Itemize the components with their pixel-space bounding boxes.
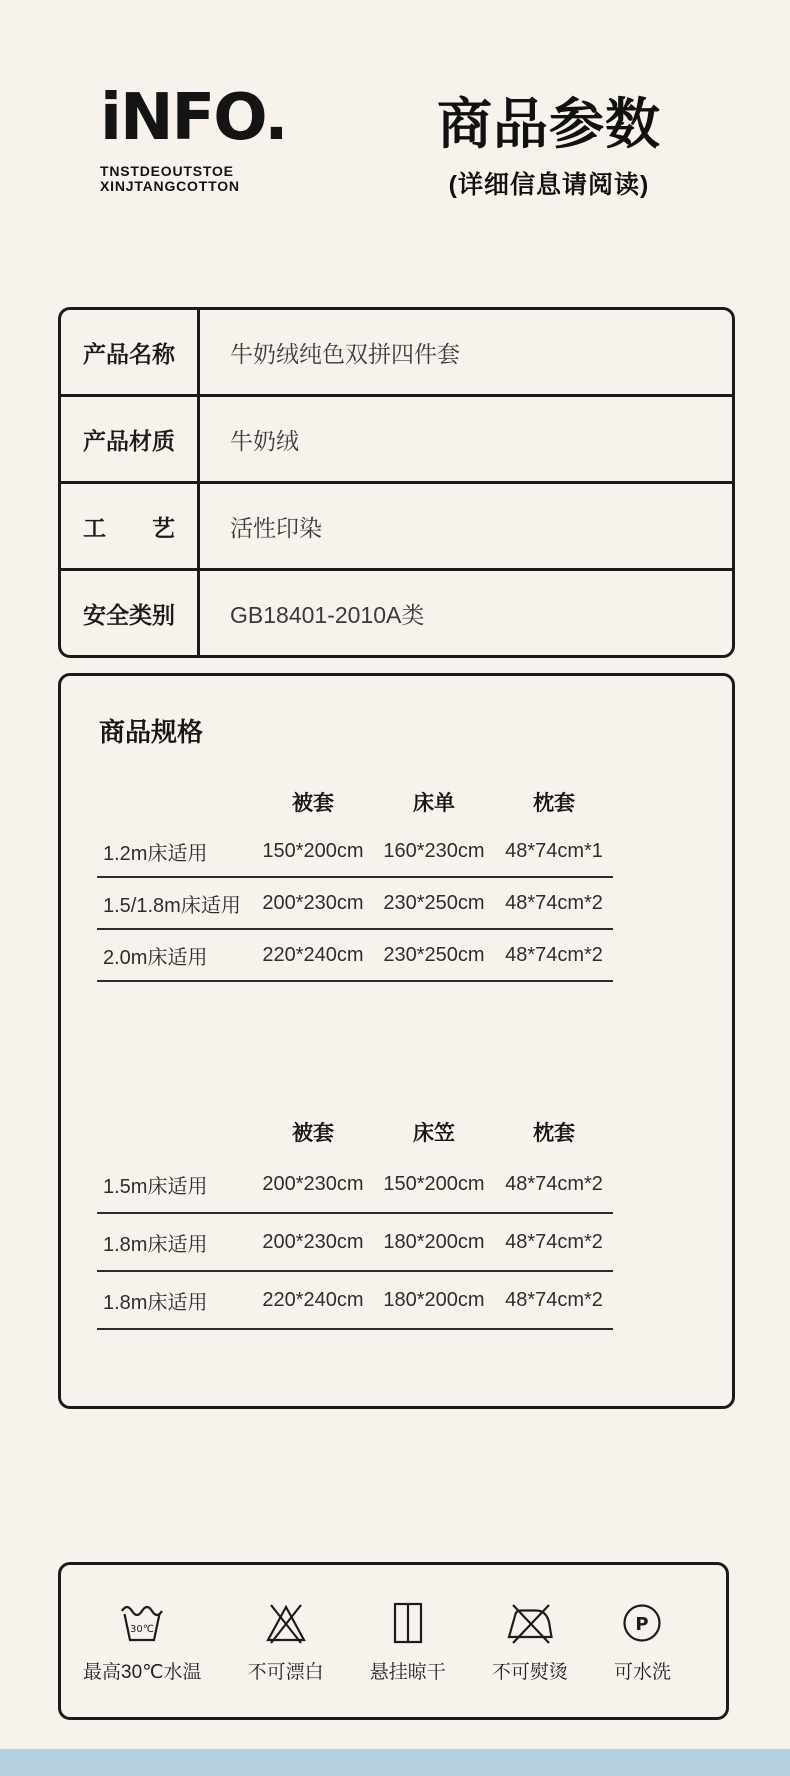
table-row bbox=[61, 397, 732, 484]
param-value-craft: 活性印染 bbox=[230, 514, 322, 541]
spec-cell: 48*74cm*2 bbox=[505, 1172, 603, 1195]
care-item-hang-dry bbox=[370, 1599, 446, 1684]
care-item-wash-temp bbox=[83, 1599, 201, 1684]
table-row bbox=[97, 878, 613, 930]
spec-row-label: 1.8m床适用 bbox=[103, 1291, 208, 1314]
spec-table-flat-sheet bbox=[97, 778, 613, 982]
bottom-color-strip bbox=[0, 1749, 790, 1776]
spec-cell: 230*250cm bbox=[383, 943, 485, 966]
care-item-no-iron bbox=[492, 1599, 568, 1684]
circle-p-icon bbox=[618, 1599, 666, 1647]
spec-table-fitted-sheet bbox=[97, 1108, 613, 1330]
spec-cell: 200*230cm bbox=[262, 1230, 364, 1253]
spec-header-fitted-sheet: 床笠 bbox=[413, 1122, 455, 1145]
spec-cell: 48*74cm*2 bbox=[505, 943, 603, 966]
care-label: 悬挂晾干 bbox=[369, 1661, 446, 1683]
spec-cell: 220*240cm bbox=[262, 943, 364, 966]
spec-cell: 180*200cm bbox=[383, 1288, 485, 1311]
spec-cell: 48*74cm*2 bbox=[505, 891, 603, 914]
param-value-product-name: 牛奶绒纯色双拼四件套 bbox=[230, 340, 460, 367]
spec-row-label: 1.2m床适用 bbox=[103, 842, 208, 865]
care-item-no-bleach bbox=[248, 1599, 324, 1684]
care-instructions bbox=[58, 1562, 729, 1720]
table-row bbox=[97, 930, 613, 982]
param-label-product-name: 产品名称 bbox=[61, 310, 200, 394]
logo-subtext bbox=[100, 164, 287, 194]
param-label-craft: 工 艺 bbox=[61, 484, 200, 568]
logo-subtext-line1: TNSTDEOUTSTOE bbox=[100, 163, 234, 179]
table-row bbox=[61, 484, 732, 571]
table-row bbox=[97, 1214, 613, 1272]
brand-logo bbox=[100, 81, 287, 194]
spec-header-pillowcase: 枕套 bbox=[533, 1122, 575, 1145]
no-bleach-icon bbox=[262, 1599, 310, 1647]
svg-text:30℃: 30℃ bbox=[130, 1623, 155, 1635]
spec-cell: 220*240cm bbox=[262, 1288, 364, 1311]
spec-cell: 160*230cm bbox=[383, 839, 485, 862]
product-params-table bbox=[58, 307, 735, 658]
wash-30-icon bbox=[118, 1599, 166, 1647]
spec-section bbox=[58, 673, 735, 1409]
spec-header-sheet: 床单 bbox=[413, 792, 455, 815]
table-row bbox=[61, 310, 732, 397]
care-label: 不可熨烫 bbox=[491, 1661, 568, 1683]
spec-section-title: 商品规格 bbox=[99, 717, 204, 747]
care-label: 可水洗 bbox=[613, 1661, 671, 1683]
spec-cell: 200*230cm bbox=[262, 891, 364, 914]
spec-table-header bbox=[97, 778, 613, 826]
care-label: 最高30℃水温 bbox=[83, 1661, 202, 1683]
table-row bbox=[97, 1156, 613, 1214]
logo-subtext-line2: XINJTANGCOTTON bbox=[100, 178, 240, 194]
spec-header-pillowcase: 枕套 bbox=[533, 792, 575, 815]
spec-table-header bbox=[97, 1108, 613, 1156]
hang-dry-icon bbox=[384, 1599, 432, 1647]
param-value-safety-class: GB18401-2010A类 bbox=[230, 601, 425, 628]
spec-cell: 200*230cm bbox=[262, 1172, 364, 1195]
svg-text:P: P bbox=[635, 1613, 650, 1635]
page-subtitle: (详细信息请阅读) bbox=[448, 170, 650, 199]
no-iron-icon bbox=[506, 1599, 554, 1647]
care-item-washable bbox=[614, 1599, 671, 1684]
spec-row-label: 1.8m床适用 bbox=[103, 1233, 208, 1256]
spec-cell: 180*200cm bbox=[383, 1230, 485, 1253]
care-label: 不可漂白 bbox=[247, 1661, 324, 1683]
spec-cell: 48*74cm*2 bbox=[505, 1288, 603, 1311]
spec-header-duvet: 被套 bbox=[292, 1122, 334, 1145]
param-label-safety-class: 安全类别 bbox=[61, 571, 200, 655]
spec-cell: 150*200cm bbox=[262, 839, 364, 862]
spec-cell: 48*74cm*2 bbox=[505, 1230, 603, 1253]
spec-row-label: 2.0m床适用 bbox=[103, 946, 208, 969]
spec-header-duvet: 被套 bbox=[292, 792, 334, 815]
spec-cell: 230*250cm bbox=[383, 891, 485, 914]
header-title-block bbox=[390, 94, 708, 201]
param-label-material: 产品材质 bbox=[61, 397, 200, 481]
table-row bbox=[97, 1272, 613, 1330]
logo-wordmark: iNFO. bbox=[100, 81, 287, 155]
spec-row-label: 1.5m床适用 bbox=[103, 1175, 208, 1198]
spec-row-label: 1.5/1.8m床适用 bbox=[103, 894, 241, 917]
table-row bbox=[61, 571, 732, 655]
spec-cell: 48*74cm*1 bbox=[505, 839, 603, 862]
page-title: 商品参数 bbox=[436, 93, 661, 155]
table-row bbox=[97, 826, 613, 878]
param-value-material: 牛奶绒 bbox=[230, 427, 299, 454]
spec-cell: 150*200cm bbox=[383, 1172, 485, 1195]
